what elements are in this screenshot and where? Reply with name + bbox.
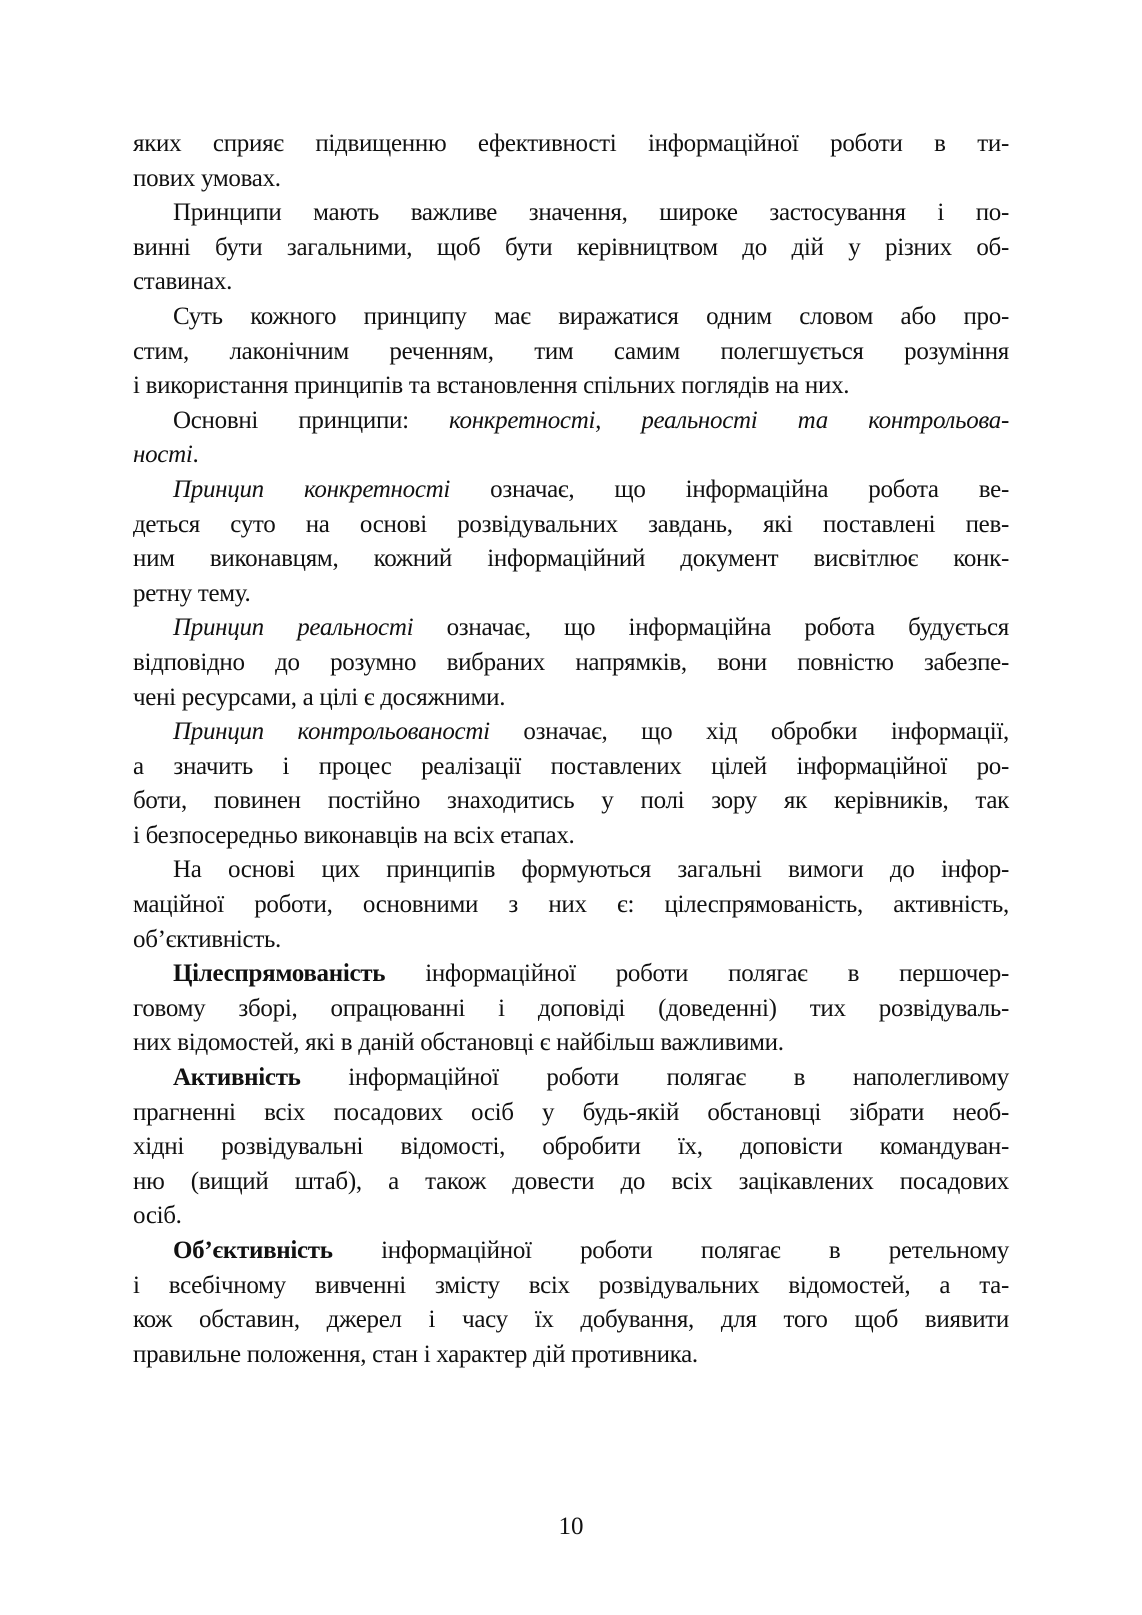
text-span: а значить і процес реалізації поставлених цілей інформаційної ро-: [133, 752, 1009, 780]
bold-term: Цілеспрямованість: [173, 960, 386, 988]
text-span: означає, що інформаційна робота ве-: [450, 475, 1009, 503]
paragraph: [133, 300, 1009, 404]
text-line: [133, 335, 1009, 370]
text-line: [133, 1165, 1009, 1200]
text-span: пових умовах.: [133, 164, 281, 192]
page-number: 10: [558, 1513, 584, 1540]
text-line: [133, 1269, 1009, 1304]
text-span: боти, повинен постійно знаходитись у полі зору як керівників, так: [133, 787, 1009, 815]
text-line: [133, 819, 1009, 854]
text-span: інформаційної роботи полягає в першочер-: [385, 960, 1009, 988]
text-span: Принципи мають важливе значення, широке застосування і по-: [173, 199, 1009, 227]
paragraph: [133, 196, 1009, 300]
text-span: них відомостей, які в даній обстановці є найбільш важливими.: [133, 1029, 784, 1057]
text-line: [133, 646, 1009, 681]
text-span: деться суто на основі розвідувальних завдань, які поставлені пев-: [133, 510, 1009, 538]
text-line: [133, 231, 1009, 266]
text-span: ретну тему.: [133, 579, 251, 607]
text-span: ню (вищий штаб), а також довести до всіх зацікавлених посадових: [133, 1167, 1009, 1195]
text-span: інформаційної роботи полягає в ретельному: [332, 1237, 1009, 1264]
paragraph: [133, 127, 1009, 196]
text-line: [133, 888, 1009, 923]
body-text: [133, 127, 1009, 1372]
text-line: [133, 473, 1009, 508]
text-span: На основі цих принципів формуються загальні вимоги до інфор-: [173, 856, 1009, 884]
text-line: [133, 784, 1009, 819]
text-span: маційної роботи, основними з них є: цілеспрямованість, активність,: [133, 891, 1009, 919]
italic-text: Принцип конкретності: [173, 475, 451, 503]
text-line: [133, 265, 1009, 300]
text-line: [133, 542, 1009, 577]
text-line: [133, 1026, 1009, 1061]
text-line: [133, 369, 1009, 404]
italic-text: Принцип реальності: [173, 614, 414, 642]
text-span: стим, лаконічним реченням, тим самим полегшується розуміння: [133, 337, 1009, 365]
paragraph: [133, 1234, 1009, 1372]
text-span: Суть кожного принципу має виражатися одним словом або про-: [173, 302, 1009, 330]
text-span: Основні принципи:: [173, 406, 450, 434]
text-line: [133, 681, 1009, 716]
text-line: [133, 1303, 1009, 1338]
text-span: об’єктивність.: [133, 925, 281, 953]
text-span: правильне положення, стан і характер дій противника.: [133, 1340, 698, 1368]
text-span: означає, що хід обробки інформації,: [489, 718, 1009, 746]
text-line: [133, 1199, 1009, 1234]
text-line: [133, 127, 1009, 162]
text-span: і всебічному вивченні змісту всіх розвідувальних відомостей, а та-: [133, 1271, 1009, 1299]
text-span: .: [192, 441, 199, 469]
text-span: ставинах.: [133, 268, 233, 296]
paragraph: [133, 611, 1009, 715]
text-line: [133, 611, 1009, 646]
text-span: інформаційної роботи полягає в наполегливому: [300, 1064, 1009, 1092]
bold-term: Об’єктивність: [173, 1237, 333, 1264]
text-line: [133, 1338, 1009, 1373]
text-span: і використання принципів та встановлення спільних поглядів на них.: [133, 372, 850, 400]
text-line: [133, 438, 1009, 473]
text-span: винні бути загальними, щоб бути керівництвом до дій у різних об-: [133, 233, 1009, 261]
text-line: [133, 1234, 1009, 1269]
paragraph: [133, 473, 1009, 611]
paragraph: [133, 404, 1009, 473]
text-span: відповідно до розумно вибраних напрямків, вони повністю забезпе-: [133, 648, 1009, 676]
text-line: [133, 162, 1009, 197]
text-line: [133, 1061, 1009, 1096]
text-line: [133, 923, 1009, 958]
text-span: хідні розвідувальні відомості, обробити їх, доповісти командуван-: [133, 1133, 1009, 1161]
paragraph: [133, 1061, 1009, 1234]
text-span: осіб.: [133, 1202, 182, 1230]
text-span: ним виконавцям, кожний інформаційний документ висвітлює конк-: [133, 545, 1009, 573]
italic-text: ності: [133, 441, 193, 469]
text-line: [133, 853, 1009, 888]
text-line: [133, 715, 1009, 750]
text-span: говому зборі, опрацюванні і доповіді (доведенні) тих розвідуваль-: [133, 994, 1009, 1022]
text-line: [133, 404, 1009, 439]
text-line: [133, 957, 1009, 992]
paragraph: [133, 957, 1009, 1061]
italic-text: конкретності, реальності та контрольова-: [449, 406, 1009, 434]
text-span: прагненні всіх посадових осіб у будь-якій обстановці зібрати необ-: [133, 1098, 1009, 1126]
text-line: [133, 508, 1009, 543]
text-span: кож обставин, джерел і часу їх добування, для того щоб виявити: [133, 1306, 1009, 1334]
text-line: [133, 300, 1009, 335]
text-line: [133, 992, 1009, 1027]
text-span: чені ресурсами, а цілі є досяжними.: [133, 683, 506, 711]
text-span: означає, що інформаційна робота будується: [413, 614, 1009, 642]
text-line: [133, 1096, 1009, 1131]
text-line: [133, 196, 1009, 231]
text-line: [133, 1130, 1009, 1165]
text-line: [133, 750, 1009, 785]
text-span: і безпосередньо виконавців на всіх етапах.: [133, 821, 575, 849]
text-span: яких сприяє підвищенню ефективності інформаційної роботи в ти-: [133, 130, 1009, 157]
paragraph: [133, 853, 1009, 957]
text-line: [133, 577, 1009, 612]
italic-text: Принцип контрольованості: [173, 718, 490, 746]
bold-term: Активність: [173, 1064, 301, 1092]
paragraph: [133, 715, 1009, 853]
